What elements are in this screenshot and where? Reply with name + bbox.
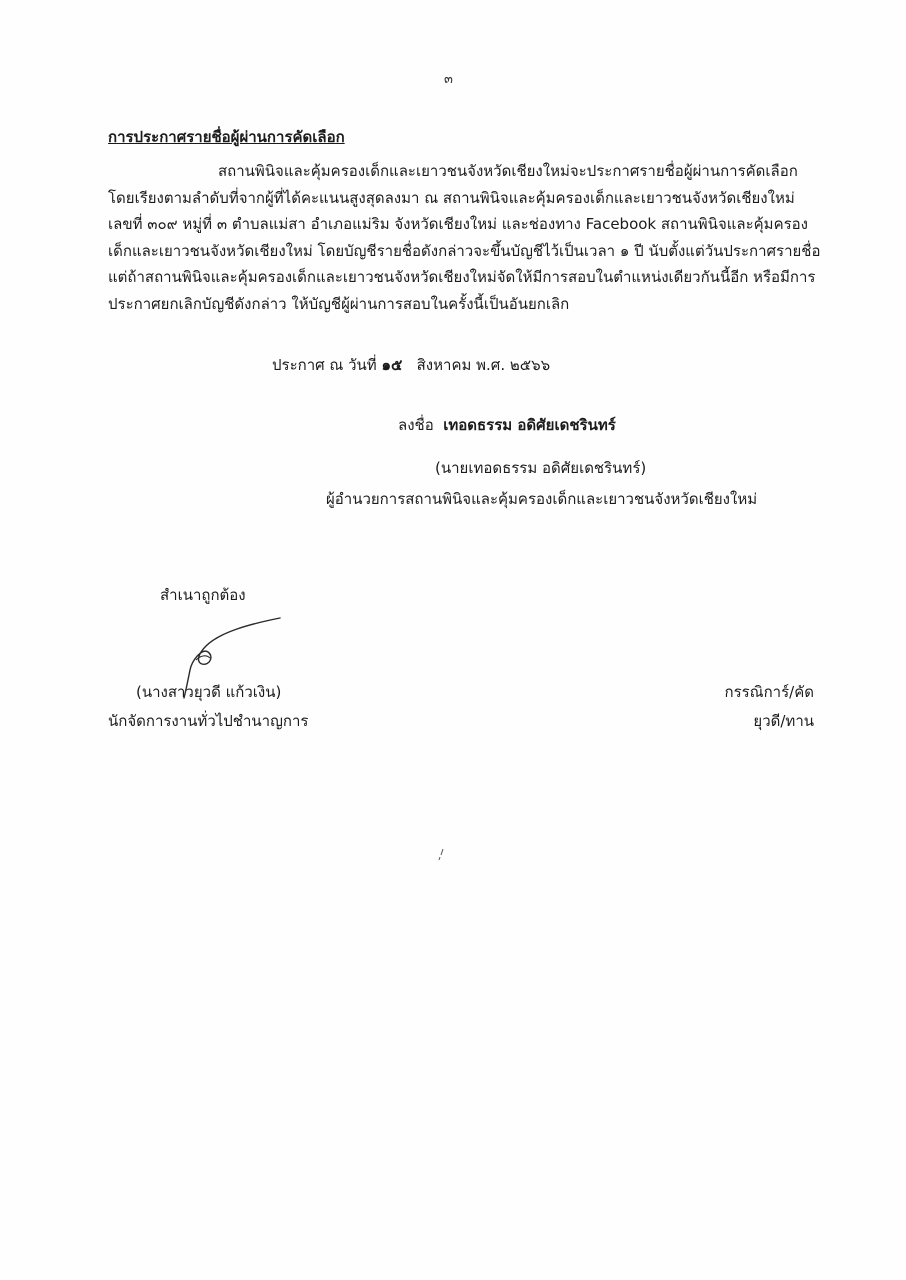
checker-note: ยุวดี/ทาน [753, 712, 814, 730]
date-day: ๑๕ [381, 356, 403, 374]
signed-name: เทอดธรรม อดิศัยเดชรินทร์ [443, 416, 616, 434]
announcement-date [272, 352, 550, 378]
announcement-paragraph [108, 158, 820, 317]
section-heading: การประกาศรายชื่อผู้ผ่านการคัดเลือก [108, 128, 345, 146]
date-month-year: สิงหาคม พ.ศ. ๒๕๖๖ [416, 356, 551, 374]
signatory-position: ผู้อำนวยการสถานพินิจและคุ้มครองเด็กและเยาวชนจังหวัดเชียงใหม่ [326, 490, 758, 508]
page-number: ๓ [444, 72, 453, 87]
paragraph-line: สถานพินิจและคุ้มครองเด็กและเยาวชนจังหวัดเชียงใหม่จะประกาศรายชื่อผู้ผ่านการคัดเลือก [218, 162, 798, 180]
paragraph-line: เด็กและเยาวชนจังหวัดเชียงใหม่ โดยบัญชีรายชื่อดังกล่าวจะขึ้นบัญชีไว้เป็นเวลา ๑ ปี นับตั้งแต่วันประกาศรายชื่อ [108, 241, 821, 260]
paragraph-line: ประกาศยกเลิกบัญชีดังกล่าว ให้บัญชีผู้ผ่านการสอบในครั้งนี้เป็นอันยกเลิก [108, 294, 570, 313]
signature-line [398, 412, 616, 438]
certified-copy-label: สำเนาถูกต้อง [160, 586, 246, 604]
certifier-position: นักจัดการงานทั่วไปชำนาญการ [108, 712, 309, 730]
date-prefix: ประกาศ ณ วันที่ [272, 356, 377, 374]
typist-note: กรรณิการ์/คัด [724, 683, 814, 701]
sign-label: ลงชื่อ [398, 416, 434, 434]
ink-speck [437, 848, 447, 862]
paragraph-line: แต่ถ้าสถานพินิจและคุ้มครองเด็กและเยาวชนจังหวัดเชียงใหม่จัดให้มีการสอบในตำแหน่งเดียวกันนี้อีก หรือมีการ [108, 268, 816, 286]
paragraph-line: เลขที่ ๓๐๙ หมู่ที่ ๓ ตำบลแม่สา อำเภอแม่ริม จังหวัดเชียงใหม่ และช่องทาง Facebook สถานพินิจและคุ้มครอง [108, 215, 808, 233]
paragraph-line: โดยเรียงตามลำดับที่จากผู้ที่ได้คะแนนสูงสุดลงมา ณ สถานพินิจและคุ้มครองเด็กและเยาวชนจังหวัดเชียงใหม่ [108, 188, 795, 207]
signatory-printed-name: (นายเทอดธรรม อดิศัยเดชรินทร์) [435, 459, 647, 477]
certifier-name: (นางสาวยุวดี แก้วเงิน) [136, 683, 282, 701]
